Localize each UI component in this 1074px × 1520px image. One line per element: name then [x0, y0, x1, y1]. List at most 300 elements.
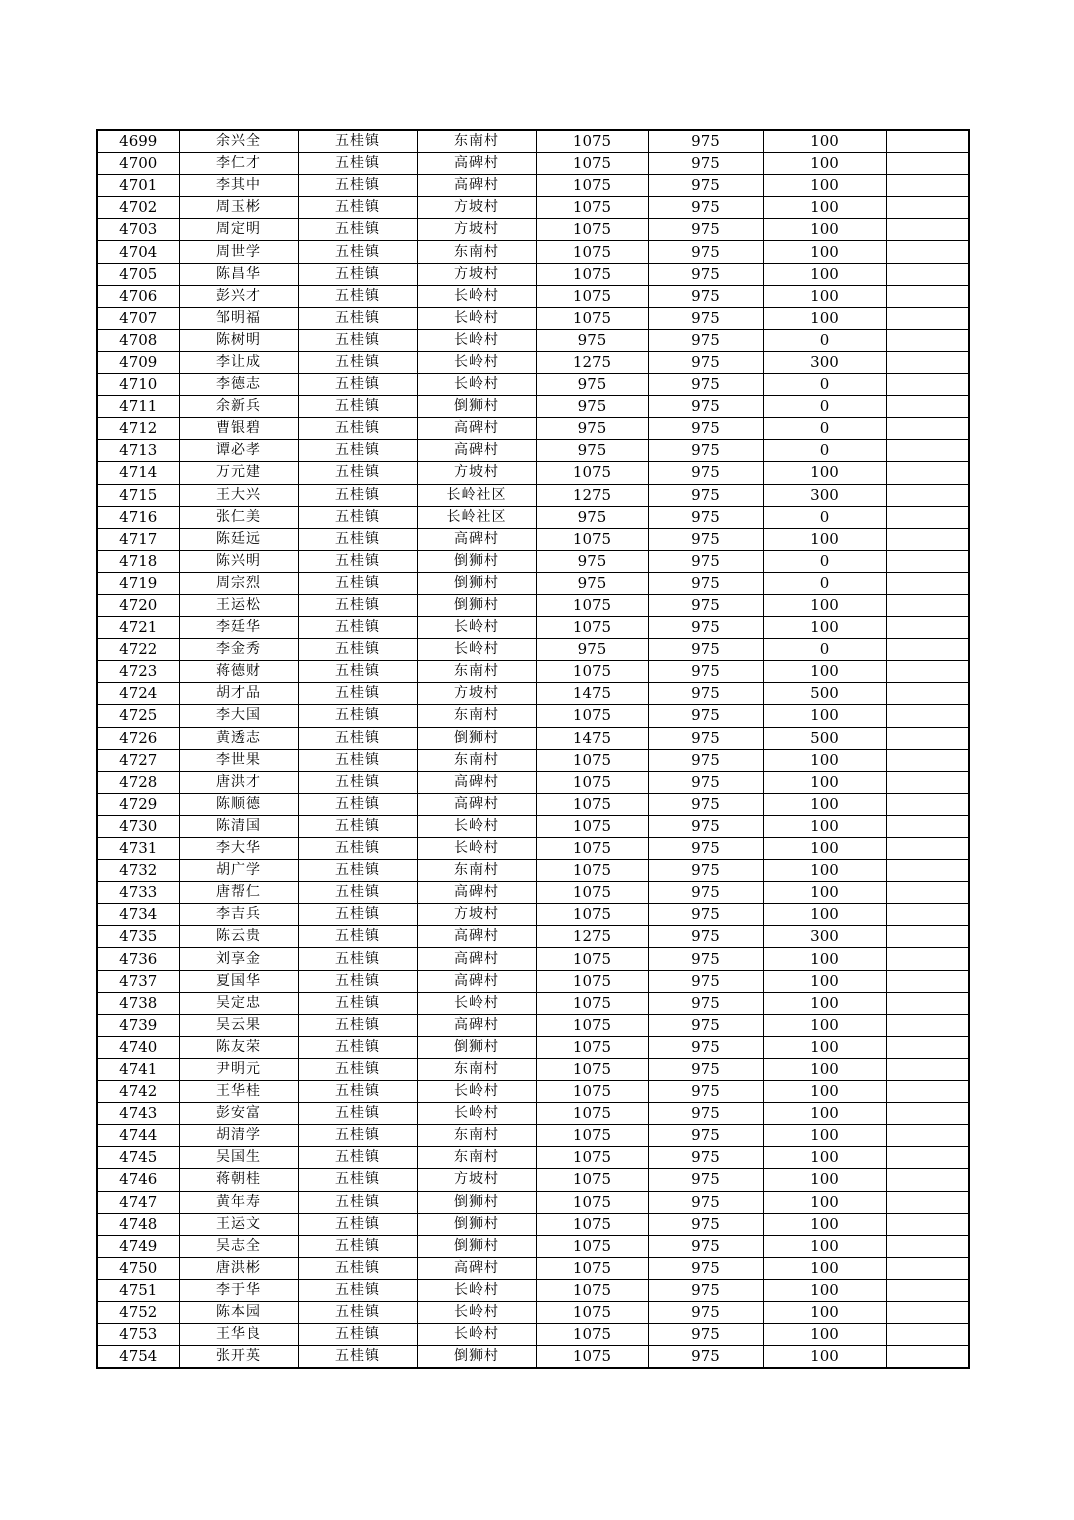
cell-name: 李吉兵 — [179, 904, 298, 926]
cell-town: 五桂镇 — [298, 572, 417, 594]
table-row — [97, 617, 969, 639]
cell-amount-difference: 100 — [763, 661, 886, 683]
cell-remark — [886, 396, 969, 418]
cell-amount-base: 975 — [648, 396, 763, 418]
table-row — [97, 506, 969, 528]
cell-amount-total: 1075 — [536, 1324, 648, 1346]
cell-village: 倒狮村 — [417, 572, 536, 594]
cell-name: 余新兵 — [179, 396, 298, 418]
cell-amount-total: 1075 — [536, 1191, 648, 1213]
table-row — [97, 793, 969, 815]
cell-town: 五桂镇 — [298, 882, 417, 904]
cell-town: 五桂镇 — [298, 175, 417, 197]
cell-remark — [886, 219, 969, 241]
cell-amount-difference: 0 — [763, 374, 886, 396]
cell-remark — [886, 793, 969, 815]
cell-remark — [886, 1191, 969, 1213]
cell-town: 五桂镇 — [298, 1279, 417, 1301]
cell-amount-difference: 100 — [763, 882, 886, 904]
cell-amount-total: 975 — [536, 550, 648, 572]
cell-amount-total: 1075 — [536, 1301, 648, 1323]
cell-amount-base: 975 — [648, 572, 763, 594]
cell-village: 高碑村 — [417, 926, 536, 948]
cell-remark — [886, 617, 969, 639]
cell-amount-base: 975 — [648, 528, 763, 550]
cell-remark — [886, 882, 969, 904]
cell-amount-base: 975 — [648, 307, 763, 329]
cell-amount-difference: 100 — [763, 241, 886, 263]
cell-name: 张仁美 — [179, 506, 298, 528]
cell-town: 五桂镇 — [298, 617, 417, 639]
table-row — [97, 219, 969, 241]
cell-amount-difference: 0 — [763, 396, 886, 418]
table-row — [97, 462, 969, 484]
cell-name: 唐洪才 — [179, 771, 298, 793]
cell-amount-total: 975 — [536, 329, 648, 351]
cell-village: 倒狮村 — [417, 396, 536, 418]
table-row — [97, 1036, 969, 1058]
cell-name: 曹银碧 — [179, 418, 298, 440]
cell-village: 东南村 — [417, 1125, 536, 1147]
cell-village: 东南村 — [417, 705, 536, 727]
table-row — [97, 882, 969, 904]
cell-town: 五桂镇 — [298, 396, 417, 418]
cell-row-number: 4702 — [97, 197, 179, 219]
cell-amount-total: 1075 — [536, 661, 648, 683]
cell-amount-base: 975 — [648, 904, 763, 926]
cell-amount-difference: 500 — [763, 683, 886, 705]
cell-remark — [886, 1279, 969, 1301]
cell-amount-difference: 0 — [763, 639, 886, 661]
cell-village: 高碑村 — [417, 418, 536, 440]
cell-town: 五桂镇 — [298, 1103, 417, 1125]
cell-amount-total: 975 — [536, 506, 648, 528]
cell-town: 五桂镇 — [298, 418, 417, 440]
cell-amount-difference: 0 — [763, 418, 886, 440]
cell-town: 五桂镇 — [298, 1147, 417, 1169]
cell-amount-difference: 0 — [763, 506, 886, 528]
cell-village: 高碑村 — [417, 771, 536, 793]
table-row — [97, 285, 969, 307]
cell-row-number: 4751 — [97, 1279, 179, 1301]
cell-village: 长岭村 — [417, 838, 536, 860]
cell-row-number: 4713 — [97, 440, 179, 462]
cell-row-number: 4700 — [97, 153, 179, 175]
table-row — [97, 351, 969, 373]
cell-amount-total: 1075 — [536, 1346, 648, 1369]
cell-row-number: 4715 — [97, 484, 179, 506]
cell-town: 五桂镇 — [298, 1036, 417, 1058]
cell-amount-difference: 100 — [763, 130, 886, 153]
cell-remark — [886, 462, 969, 484]
cell-village: 长岭村 — [417, 1081, 536, 1103]
cell-amount-total: 1075 — [536, 1125, 648, 1147]
cell-row-number: 4727 — [97, 749, 179, 771]
cell-amount-total: 1075 — [536, 241, 648, 263]
cell-amount-base: 975 — [648, 860, 763, 882]
cell-amount-difference: 100 — [763, 1036, 886, 1058]
cell-amount-total: 1075 — [536, 705, 648, 727]
cell-row-number: 4725 — [97, 705, 179, 727]
cell-row-number: 4717 — [97, 528, 179, 550]
cell-amount-difference: 100 — [763, 860, 886, 882]
cell-name: 李廷华 — [179, 617, 298, 639]
cell-amount-base: 975 — [648, 683, 763, 705]
cell-village: 高碑村 — [417, 153, 536, 175]
cell-remark — [886, 1036, 969, 1058]
table-row — [97, 1191, 969, 1213]
cell-amount-difference: 0 — [763, 329, 886, 351]
cell-amount-difference: 100 — [763, 307, 886, 329]
table-row — [97, 572, 969, 594]
cell-amount-difference: 100 — [763, 263, 886, 285]
cell-amount-total: 1075 — [536, 1103, 648, 1125]
cell-town: 五桂镇 — [298, 351, 417, 373]
cell-amount-base: 975 — [648, 661, 763, 683]
cell-remark — [886, 351, 969, 373]
cell-amount-difference: 100 — [763, 771, 886, 793]
cell-amount-difference: 100 — [763, 1279, 886, 1301]
table-row — [97, 307, 969, 329]
cell-name: 邹明福 — [179, 307, 298, 329]
cell-village: 方坡村 — [417, 219, 536, 241]
cell-remark — [886, 175, 969, 197]
cell-remark — [886, 285, 969, 307]
cell-village: 东南村 — [417, 1147, 536, 1169]
cell-row-number: 4709 — [97, 351, 179, 373]
cell-amount-total: 1475 — [536, 727, 648, 749]
cell-village: 东南村 — [417, 241, 536, 263]
cell-village: 东南村 — [417, 749, 536, 771]
cell-name: 陈昌华 — [179, 263, 298, 285]
cell-amount-base: 975 — [648, 1125, 763, 1147]
cell-village: 高碑村 — [417, 440, 536, 462]
cell-row-number: 4714 — [97, 462, 179, 484]
cell-town: 五桂镇 — [298, 285, 417, 307]
cell-town: 五桂镇 — [298, 727, 417, 749]
cell-town: 五桂镇 — [298, 307, 417, 329]
cell-row-number: 4721 — [97, 617, 179, 639]
table-row — [97, 683, 969, 705]
cell-remark — [886, 1081, 969, 1103]
cell-amount-difference: 100 — [763, 838, 886, 860]
cell-amount-total: 975 — [536, 374, 648, 396]
cell-remark — [886, 241, 969, 263]
table-row — [97, 329, 969, 351]
cell-remark — [886, 1147, 969, 1169]
cell-row-number: 4746 — [97, 1169, 179, 1191]
cell-town: 五桂镇 — [298, 1257, 417, 1279]
cell-name: 周世学 — [179, 241, 298, 263]
table-body — [97, 130, 969, 1368]
cell-village: 东南村 — [417, 860, 536, 882]
cell-amount-total: 1075 — [536, 793, 648, 815]
cell-amount-base: 975 — [648, 815, 763, 837]
cell-row-number: 4745 — [97, 1147, 179, 1169]
cell-remark — [886, 1301, 969, 1323]
table-row — [97, 1081, 969, 1103]
cell-name: 尹明元 — [179, 1058, 298, 1080]
cell-name: 陈清国 — [179, 815, 298, 837]
table-row — [97, 550, 969, 572]
cell-row-number: 4716 — [97, 506, 179, 528]
cell-remark — [886, 550, 969, 572]
cell-amount-total: 1075 — [536, 462, 648, 484]
cell-town: 五桂镇 — [298, 1081, 417, 1103]
cell-town: 五桂镇 — [298, 661, 417, 683]
cell-amount-total: 1075 — [536, 1235, 648, 1257]
cell-village: 东南村 — [417, 661, 536, 683]
table-row — [97, 771, 969, 793]
cell-row-number: 4744 — [97, 1125, 179, 1147]
cell-row-number: 4728 — [97, 771, 179, 793]
cell-amount-base: 975 — [648, 1279, 763, 1301]
cell-name: 蒋朝桂 — [179, 1169, 298, 1191]
cell-town: 五桂镇 — [298, 197, 417, 219]
cell-name: 周宗烈 — [179, 572, 298, 594]
cell-row-number: 4719 — [97, 572, 179, 594]
cell-town: 五桂镇 — [298, 1014, 417, 1036]
cell-amount-base: 975 — [648, 948, 763, 970]
cell-amount-base: 975 — [648, 926, 763, 948]
cell-amount-difference: 100 — [763, 970, 886, 992]
cell-name: 李世果 — [179, 749, 298, 771]
cell-amount-total: 1075 — [536, 1014, 648, 1036]
cell-row-number: 4723 — [97, 661, 179, 683]
cell-row-number: 4710 — [97, 374, 179, 396]
table-row — [97, 926, 969, 948]
cell-remark — [886, 771, 969, 793]
cell-name: 张开英 — [179, 1346, 298, 1369]
cell-row-number: 4706 — [97, 285, 179, 307]
cell-village: 倒狮村 — [417, 1191, 536, 1213]
cell-amount-total: 1075 — [536, 838, 648, 860]
cell-town: 五桂镇 — [298, 815, 417, 837]
cell-town: 五桂镇 — [298, 130, 417, 153]
cell-amount-total: 1075 — [536, 594, 648, 616]
cell-amount-total: 1075 — [536, 219, 648, 241]
cell-village: 东南村 — [417, 1058, 536, 1080]
cell-amount-total: 975 — [536, 440, 648, 462]
cell-name: 李大华 — [179, 838, 298, 860]
table-row — [97, 374, 969, 396]
table-row — [97, 904, 969, 926]
cell-amount-base: 975 — [648, 285, 763, 307]
cell-name: 吴云果 — [179, 1014, 298, 1036]
cell-remark — [886, 1324, 969, 1346]
table-row — [97, 594, 969, 616]
cell-town: 五桂镇 — [298, 1301, 417, 1323]
cell-row-number: 4748 — [97, 1213, 179, 1235]
cell-amount-difference: 100 — [763, 462, 886, 484]
cell-remark — [886, 263, 969, 285]
cell-name: 吴国生 — [179, 1147, 298, 1169]
cell-village: 长岭村 — [417, 617, 536, 639]
cell-village: 长岭村 — [417, 307, 536, 329]
cell-remark — [886, 683, 969, 705]
table-row — [97, 1257, 969, 1279]
cell-amount-total: 1075 — [536, 307, 648, 329]
cell-amount-total: 975 — [536, 396, 648, 418]
cell-town: 五桂镇 — [298, 241, 417, 263]
cell-amount-total: 1075 — [536, 970, 648, 992]
cell-amount-base: 975 — [648, 1324, 763, 1346]
cell-remark — [886, 749, 969, 771]
cell-row-number: 4707 — [97, 307, 179, 329]
cell-town: 五桂镇 — [298, 860, 417, 882]
cell-amount-difference: 100 — [763, 528, 886, 550]
cell-amount-base: 975 — [648, 418, 763, 440]
table-row — [97, 153, 969, 175]
cell-amount-total: 1275 — [536, 484, 648, 506]
cell-remark — [886, 815, 969, 837]
cell-row-number: 4703 — [97, 219, 179, 241]
cell-amount-base: 975 — [648, 1081, 763, 1103]
cell-remark — [886, 307, 969, 329]
cell-name: 余兴全 — [179, 130, 298, 153]
cell-village: 方坡村 — [417, 904, 536, 926]
cell-remark — [886, 1058, 969, 1080]
cell-village: 方坡村 — [417, 683, 536, 705]
cell-town: 五桂镇 — [298, 594, 417, 616]
cell-remark — [886, 594, 969, 616]
cell-village: 倒狮村 — [417, 594, 536, 616]
cell-amount-base: 975 — [648, 1103, 763, 1125]
cell-amount-total: 1075 — [536, 749, 648, 771]
cell-amount-total: 1075 — [536, 263, 648, 285]
cell-town: 五桂镇 — [298, 1125, 417, 1147]
cell-amount-total: 1075 — [536, 1147, 648, 1169]
cell-village: 高碑村 — [417, 1014, 536, 1036]
cell-name: 周玉彬 — [179, 197, 298, 219]
cell-amount-total: 1075 — [536, 904, 648, 926]
cell-amount-difference: 0 — [763, 440, 886, 462]
cell-town: 五桂镇 — [298, 329, 417, 351]
cell-amount-difference: 100 — [763, 1125, 886, 1147]
table-row — [97, 815, 969, 837]
cell-remark — [886, 440, 969, 462]
cell-row-number: 4737 — [97, 970, 179, 992]
cell-amount-difference: 100 — [763, 904, 886, 926]
cell-town: 五桂镇 — [298, 374, 417, 396]
cell-name: 李金秀 — [179, 639, 298, 661]
cell-row-number: 4733 — [97, 882, 179, 904]
cell-amount-difference: 100 — [763, 1169, 886, 1191]
cell-amount-difference: 100 — [763, 749, 886, 771]
cell-amount-difference: 100 — [763, 594, 886, 616]
cell-amount-base: 975 — [648, 970, 763, 992]
cell-town: 五桂镇 — [298, 219, 417, 241]
cell-village: 长岭村 — [417, 639, 536, 661]
cell-village: 高碑村 — [417, 948, 536, 970]
cell-village: 长岭村 — [417, 351, 536, 373]
cell-remark — [886, 506, 969, 528]
cell-town: 五桂镇 — [298, 263, 417, 285]
cell-name: 胡才品 — [179, 683, 298, 705]
cell-remark — [886, 727, 969, 749]
cell-remark — [886, 1125, 969, 1147]
cell-row-number: 4752 — [97, 1301, 179, 1323]
cell-town: 五桂镇 — [298, 904, 417, 926]
cell-town: 五桂镇 — [298, 1058, 417, 1080]
cell-village: 倒狮村 — [417, 1235, 536, 1257]
cell-town: 五桂镇 — [298, 506, 417, 528]
cell-town: 五桂镇 — [298, 1235, 417, 1257]
cell-row-number: 4720 — [97, 594, 179, 616]
cell-amount-difference: 100 — [763, 1191, 886, 1213]
cell-town: 五桂镇 — [298, 771, 417, 793]
cell-name: 陈本园 — [179, 1301, 298, 1323]
cell-amount-base: 975 — [648, 617, 763, 639]
table-row — [97, 749, 969, 771]
cell-remark — [886, 1235, 969, 1257]
cell-amount-total: 1075 — [536, 1169, 648, 1191]
cell-village: 高碑村 — [417, 175, 536, 197]
table-row — [97, 241, 969, 263]
cell-name: 唐洪彬 — [179, 1257, 298, 1279]
cell-amount-base: 975 — [648, 1213, 763, 1235]
cell-amount-total: 1075 — [536, 285, 648, 307]
cell-amount-difference: 500 — [763, 727, 886, 749]
cell-town: 五桂镇 — [298, 683, 417, 705]
cell-amount-base: 975 — [648, 1014, 763, 1036]
cell-name: 吴定忠 — [179, 992, 298, 1014]
cell-amount-total: 1075 — [536, 130, 648, 153]
table-row — [97, 418, 969, 440]
table-row — [97, 727, 969, 749]
cell-town: 五桂镇 — [298, 550, 417, 572]
table-row — [97, 1103, 969, 1125]
cell-village: 长岭村 — [417, 1324, 536, 1346]
cell-amount-total: 1075 — [536, 1081, 648, 1103]
cell-village: 倒狮村 — [417, 727, 536, 749]
cell-amount-difference: 100 — [763, 617, 886, 639]
cell-town: 五桂镇 — [298, 948, 417, 970]
table-row — [97, 1125, 969, 1147]
cell-amount-difference: 100 — [763, 1324, 886, 1346]
cell-remark — [886, 970, 969, 992]
cell-amount-base: 975 — [648, 263, 763, 285]
cell-amount-difference: 100 — [763, 1081, 886, 1103]
cell-village: 高碑村 — [417, 970, 536, 992]
cell-name: 陈兴明 — [179, 550, 298, 572]
cell-name: 陈廷远 — [179, 528, 298, 550]
cell-village: 长岭村 — [417, 1301, 536, 1323]
cell-name: 谭必孝 — [179, 440, 298, 462]
cell-town: 五桂镇 — [298, 926, 417, 948]
table-row — [97, 838, 969, 860]
cell-row-number: 4735 — [97, 926, 179, 948]
cell-amount-base: 975 — [648, 506, 763, 528]
cell-remark — [886, 1257, 969, 1279]
cell-town: 五桂镇 — [298, 749, 417, 771]
cell-remark — [886, 484, 969, 506]
cell-amount-total: 1075 — [536, 153, 648, 175]
cell-remark — [886, 1169, 969, 1191]
cell-row-number: 4732 — [97, 860, 179, 882]
cell-amount-difference: 100 — [763, 1014, 886, 1036]
cell-amount-base: 975 — [648, 793, 763, 815]
cell-town: 五桂镇 — [298, 639, 417, 661]
data-table — [96, 129, 970, 1369]
cell-town: 五桂镇 — [298, 440, 417, 462]
cell-row-number: 4750 — [97, 1257, 179, 1279]
cell-village: 长岭村 — [417, 1103, 536, 1125]
cell-town: 五桂镇 — [298, 793, 417, 815]
cell-name: 彭安富 — [179, 1103, 298, 1125]
cell-remark — [886, 926, 969, 948]
cell-amount-total: 1075 — [536, 175, 648, 197]
